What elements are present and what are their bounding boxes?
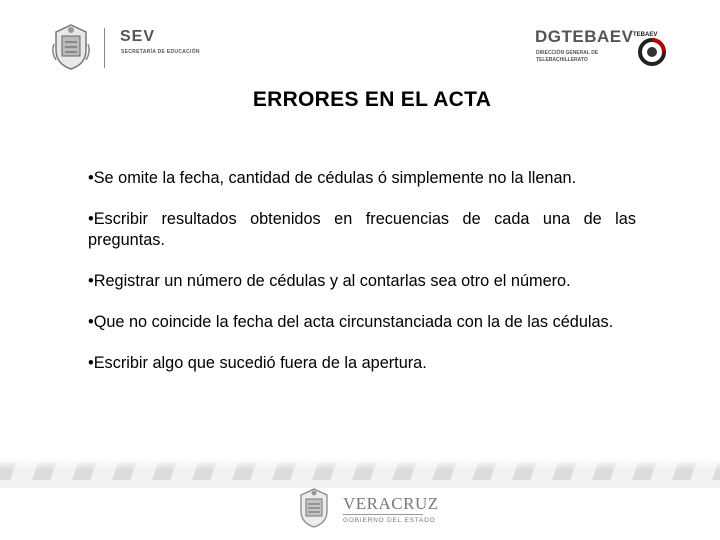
sev-subtitle: SECRETARÍA DE EDUCACIÓN bbox=[121, 49, 200, 55]
footer-state-name: VERACRUZ bbox=[343, 494, 439, 513]
bullet-item: •Se omite la fecha, cantidad de cédulas ó simplemente no la llenan. bbox=[88, 169, 577, 187]
veracruz-crest-icon bbox=[50, 22, 92, 72]
dgtebaev-title: DGTEBAEV bbox=[535, 27, 634, 46]
bullet-list bbox=[88, 168, 636, 394]
dgtebaev-subtitle-2: TELEBACHILLERATO bbox=[536, 57, 588, 63]
dgtebaev-subtitle-1: DIRECCIÓN GENERAL DE bbox=[536, 50, 599, 56]
bullet-item: •Escribir algo que sucedió fuera de la apertura. bbox=[88, 354, 427, 372]
slide-title: ERRORES EN EL ACTA bbox=[252, 88, 492, 111]
footer-crest-icon bbox=[295, 486, 333, 530]
footer-pattern-band bbox=[0, 458, 720, 488]
footer-divider bbox=[343, 514, 423, 515]
sev-title: SEV bbox=[120, 28, 156, 45]
footer-government-label: GOBIERNO DEL ESTADO bbox=[343, 517, 436, 524]
svg-text:TEBAEV: TEBAEV bbox=[633, 32, 658, 38]
slide-header bbox=[0, 0, 720, 85]
bullet-item: •Que no coincide la fecha del acta circunstanciada con la de las cédulas. bbox=[88, 313, 614, 331]
bullet-item: •Registrar un número de cédulas y al contarlas sea otro el número. bbox=[88, 272, 571, 290]
header-divider bbox=[104, 28, 105, 68]
telebachillerato-logo-icon bbox=[632, 28, 670, 68]
bullet-item: •Escribir resultados obtenidos en frecuencias de cada una de las preguntas. bbox=[88, 210, 636, 249]
